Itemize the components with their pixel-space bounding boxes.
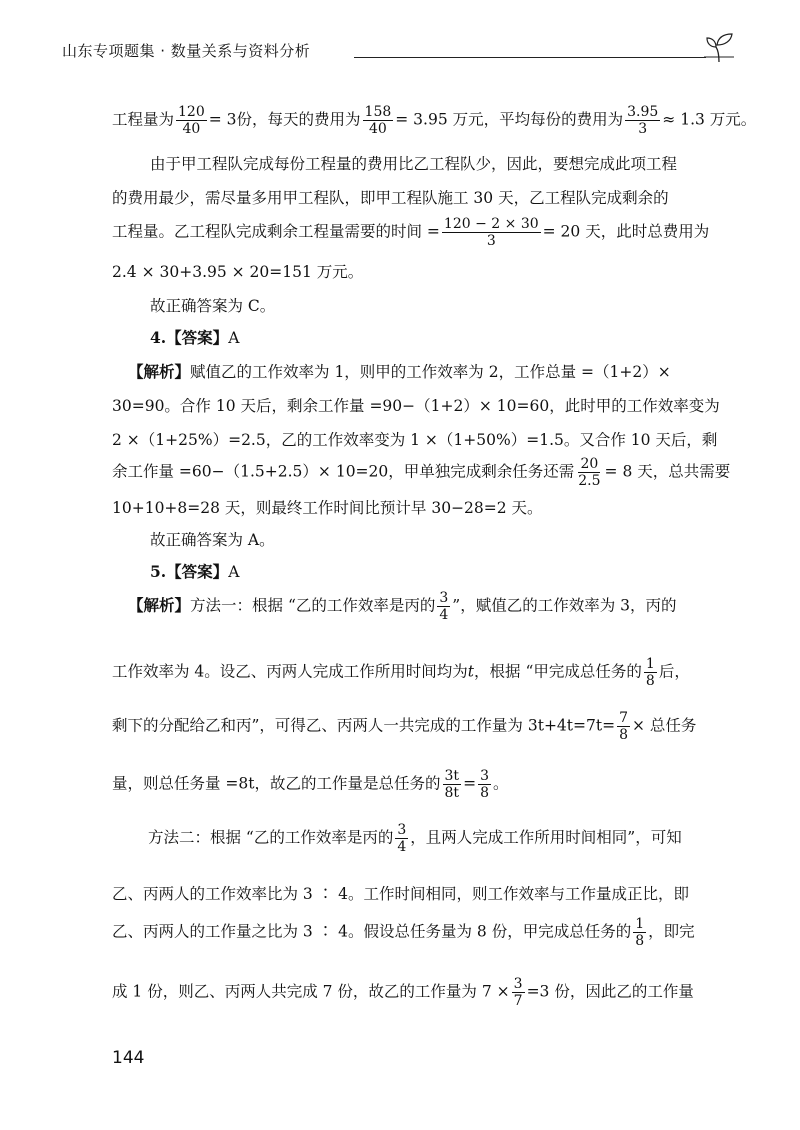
text-line: 故正确答案为 C。 xyxy=(150,297,276,315)
answer-line xyxy=(150,562,239,582)
fraction xyxy=(442,216,541,249)
text: 余工作量 =60−（1.5+2.5）× 10=20，甲单独完成剩余任务还需 xyxy=(112,462,575,481)
numerator: 3.95 xyxy=(627,104,659,120)
denominator: 3 xyxy=(486,233,496,249)
text-line: 故正确答案为 A。 xyxy=(150,531,275,549)
text-line: 由于甲工程队完成每份工程量的费用比乙工程队少，因此，要想完成此项工程 xyxy=(150,155,678,173)
text: 工程量。乙工程队完成剩余工程量需要的时间 = xyxy=(112,222,440,241)
text-line xyxy=(112,916,695,949)
fraction xyxy=(478,768,491,801)
text: =3 份，因此乙的工作量 xyxy=(526,982,694,1001)
fraction xyxy=(576,456,602,489)
text: 方法一：根据 “乙的工作效率是丙的 xyxy=(190,596,436,615)
text-line: 2 ×（1+25%）=2.5，乙的工作效率变为 1 ×（1+50%）=1.5。又合作 10 天后，剩 xyxy=(112,431,718,449)
numerator: 3 xyxy=(513,976,523,992)
denominator: 40 xyxy=(368,121,387,137)
text: ”，赋值乙的工作效率为 3，丙的 xyxy=(452,596,677,615)
fraction xyxy=(437,590,450,623)
text: = 8 天，总共需要 xyxy=(604,462,731,481)
text-line xyxy=(112,768,509,801)
text-line: 2.4 × 30+3.95 × 20=151 万元。 xyxy=(112,263,364,281)
answer-label: 5.【答案】 xyxy=(150,562,229,581)
variable: t xyxy=(467,662,475,681)
text: = 20 天，此时总费用为 xyxy=(542,222,710,241)
text: 量，则总任务量 =8t，故乙的工作量是总任务的 xyxy=(112,774,441,793)
answer-value: A xyxy=(228,563,240,581)
numerator: 120 − 2 × 30 xyxy=(443,216,539,232)
denominator: 8 xyxy=(480,785,489,801)
numerator: 3 xyxy=(439,590,449,606)
numerator: 3 xyxy=(397,822,407,838)
denominator: 4 xyxy=(397,839,407,855)
numerator: 1 xyxy=(635,916,645,932)
text-line xyxy=(112,456,730,489)
text: = 3份，每天的费用为 xyxy=(208,110,361,129)
header-rule xyxy=(354,57,706,58)
fraction xyxy=(443,768,462,801)
text: ，根据 “甲完成总任务的 xyxy=(474,662,642,681)
numerator: 120 xyxy=(178,104,205,120)
answer-label: 4.【答案】 xyxy=(150,328,229,347)
fraction xyxy=(512,976,525,1009)
fraction xyxy=(633,916,646,949)
text: ≈ 1.3 万元。 xyxy=(662,110,757,129)
text-line: 的费用最少，需尽量多用甲工程队，即甲工程队施工 30 天，乙工程队完成剩余的 xyxy=(112,189,669,207)
denominator: 3 xyxy=(638,121,648,137)
text: 后， xyxy=(658,662,690,681)
numerator: 7 xyxy=(619,710,629,726)
denominator: 8 xyxy=(645,673,655,689)
text: 赋值乙的工作效率为 1，则甲的工作效率为 2，工作总量 =（1+2）× xyxy=(190,363,671,381)
denominator: 40 xyxy=(182,121,201,137)
answer-line xyxy=(150,328,239,348)
text-line xyxy=(128,590,677,623)
answer-value: A xyxy=(228,329,240,347)
fraction xyxy=(395,822,408,855)
denominator: 8t xyxy=(444,785,460,801)
text: = xyxy=(463,774,477,793)
fraction xyxy=(625,104,660,137)
denominator: 8 xyxy=(635,933,645,949)
text: × 总任务 xyxy=(632,716,697,735)
text-line xyxy=(112,976,694,1009)
analysis-label: 【解析】 xyxy=(128,362,191,381)
text-line xyxy=(112,656,690,689)
text: ，即完 xyxy=(648,922,695,941)
text: 工作效率为 4。设乙、丙两人完成工作所用时间均为 xyxy=(112,662,468,681)
text: 成 1 份，则乙、丙两人共完成 7 份，故乙的工作量为 7 × xyxy=(112,982,510,1001)
text-line xyxy=(112,104,756,137)
text-line xyxy=(148,822,682,855)
sprout-icon xyxy=(704,30,736,64)
numerator: 3t xyxy=(444,768,460,784)
text-line: 30=90。合作 10 天后，剩余工作量 =90−（1+2）× 10=60，此时甲的工作效率变为 xyxy=(112,397,720,415)
text: 工程量为 xyxy=(112,110,175,129)
numerator: 3 xyxy=(480,768,489,784)
text-line: 乙、丙两人的工作效率比为 3 ∶ 4。工作时间相同，则工作效率与工作量成正比，即 xyxy=(112,885,690,903)
text: 。 xyxy=(492,774,509,793)
denominator: 7 xyxy=(513,993,523,1009)
running-header xyxy=(62,30,742,70)
text: 剩下的分配给乙和丙”，可得乙、丙两人一共完成的工作量为 3t+4t=7t= xyxy=(112,716,616,735)
text-line: 10+10+8=28 天，则最终工作时间比预计早 30−28=2 天。 xyxy=(112,499,543,517)
text: ，且两人完成工作所用时间相同”，可知 xyxy=(410,828,682,847)
page-number: 144 xyxy=(112,1048,145,1068)
numerator: 20 xyxy=(580,456,599,472)
analysis-label: 【解析】 xyxy=(128,595,191,615)
denominator: 2.5 xyxy=(578,473,601,489)
numerator: 1 xyxy=(645,656,655,672)
text-line xyxy=(128,362,671,382)
text-line xyxy=(112,710,696,743)
header-title: 山东专项题集 · 数量关系与资料分析 xyxy=(62,42,311,60)
denominator: 8 xyxy=(619,727,629,743)
text: 乙、丙两人的工作量之比为 3 ∶ 4。假设总任务量为 8 份，甲完成总任务的 xyxy=(112,922,632,941)
fraction xyxy=(176,104,207,137)
text-line xyxy=(112,216,709,249)
fraction xyxy=(644,656,657,689)
denominator: 4 xyxy=(439,607,449,623)
text: 方法二：根据 “乙的工作效率是丙的 xyxy=(148,828,394,847)
numerator: 158 xyxy=(364,104,392,120)
fraction xyxy=(363,104,394,137)
text: = 3.95 万元，平均每份的费用为 xyxy=(395,110,624,129)
fraction xyxy=(617,710,630,743)
